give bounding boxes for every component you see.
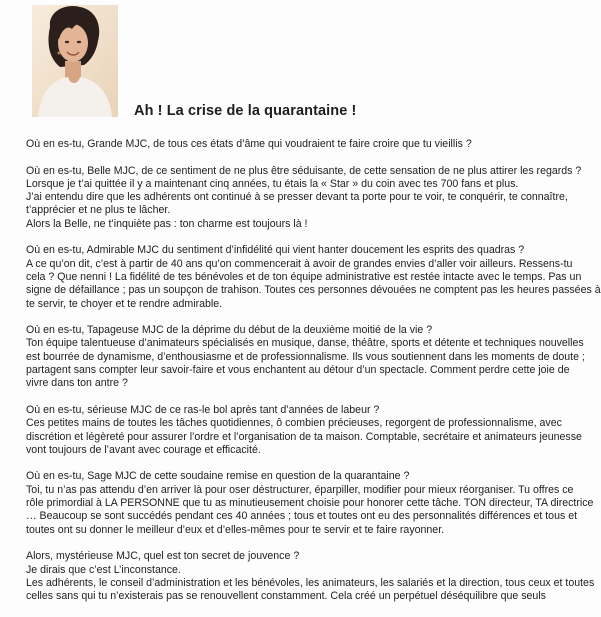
text-line: Je dirais que c’est L’inconstance. <box>26 563 181 576</box>
text-line: … Beaucoup se sont succédés pendant ces 40 années ; tous et toutes ont eu des personnalités différences et tous et <box>26 510 578 523</box>
text-line: Les adhérents, le conseil d’administration et les bénévoles, les animateurs, les salariés et la direction, tous ceux et toutes <box>26 576 595 589</box>
article-body <box>26 138 601 617</box>
paragraph <box>26 244 601 310</box>
text-line: discrétion et légèreté pour assurer l’ordre et l’organisation de ta maison. Comptable, secrétaire et animateurs jeunesse <box>26 430 582 443</box>
text-line: te servir, te choyer et te rendre admirable. <box>26 297 223 310</box>
text-line: Où en es-tu, Sage MJC de cette soudaine remise en question de la quarantaine ? <box>26 470 410 483</box>
text-line: A ce qu’on dit, c’est à partir de 40 ans qu’on commencerait à avoir de grandes envies d’aller voir ailleurs. Ressens-tu <box>26 257 573 270</box>
paragraph <box>26 138 592 151</box>
paragraph <box>26 165 592 231</box>
paragraph <box>26 550 595 603</box>
text-line: cela ? Que nenni ! La fidélité de tes bénévoles et de ton équipe administrative est restée intacte avec le temps. Pas un <box>26 270 582 283</box>
text-line: t’apprécier et ne plus te lâcher. <box>26 204 171 217</box>
paragraph <box>26 470 592 536</box>
text-line: vont toujours de l’avant avec courage et efficacité. <box>26 443 261 456</box>
text-line: Toi, tu n’as pas attendu d’en arriver là pour oser déstructurer, éparpiller, modifier pour mieux réorganiser. Tu offres ce <box>26 483 574 496</box>
text-line: Où en es-tu, sérieuse MJC de ce ras-le bol après tant d’années de labeur ? <box>26 403 380 416</box>
text-line: J’ai entendu dire que les adhérents ont continué à se presser devant ta porte pour te voir, te conquérir, te connaître, <box>26 191 568 204</box>
text-line: Où en es-tu, Belle MJC, de ce sentiment de ne plus être séduisante, de cette sensation de ne plus attirer les regards ? <box>26 164 582 177</box>
portrait-illustration <box>32 5 118 117</box>
text-line: Où en es-tu, Grande MJC, de tous ces états d’âme qui voudraient te faire croire que tu vieillis ? <box>26 138 472 150</box>
article-title: Ah ! La crise de la quarantaine ! <box>134 103 357 119</box>
text-line: celles sans qui tu n’existerais pas se renouvellent constamment. Cela créé un perpétuel déséquilibre que seuls <box>26 590 546 603</box>
text-line: Où en es-tu, Admirable MJC du sentiment d’infidélité qui vient hanter doucement les esprits des quadras ? <box>26 244 525 257</box>
text-line: Alors la Belle, ne t’inquiète pas : ton charme est toujours là ! <box>26 217 308 230</box>
text-line: rôle primordial à LA PERSONNE que tu as minutieusement choisie pour honorer cette tâche. TON directeur, TA directrice <box>26 497 594 510</box>
text-line: Alors, mystérieuse MJC, quel est ton secret de jouvence ? <box>26 550 300 563</box>
text-line: signe de défaillance ; pas un soupçon de trahison. Toutes ces personnes dévouées ne comptent pas les heures passées à <box>26 284 601 297</box>
text-line: Lorsque je t’ai quittée il y a maintenant cinq années, tu étais la « Star » du coin avec tes 700 fans et plus. <box>26 177 519 190</box>
text-line: vivre dans ton antre ? <box>26 377 128 390</box>
author-photo <box>32 5 118 117</box>
text-line: Ces petites mains de toutes les tâches quotidiennes, ô combien précieuses, regorgent de professionnalisme, avec <box>26 417 562 430</box>
text-line: Où en es-tu, Tapageuse MJC de la déprime du début de la deuxième moitié de la vie ? <box>26 324 433 337</box>
text-line: Ton équipe talentueuse d’animateurs spécialisés en musique, danse, théâtre, sports et détente et techniques nouvelles <box>26 337 584 350</box>
text-line: toutes ont su donner le meilleur d’eux et d’elles-mêmes pour te servir et te faire rayonner. <box>26 523 445 536</box>
paragraph <box>26 324 592 390</box>
paragraph <box>26 404 592 457</box>
text-line: est bourrée de dynamisme, d’enthousiasme et de professionnalisme. Ils vous soutiennent dans les moments de doute ; <box>26 350 585 363</box>
text-line: partagent sans compter leur savoir-faire et vous enchantent au détour d’un spectacle. Comment perdre cette joie de <box>26 364 570 377</box>
